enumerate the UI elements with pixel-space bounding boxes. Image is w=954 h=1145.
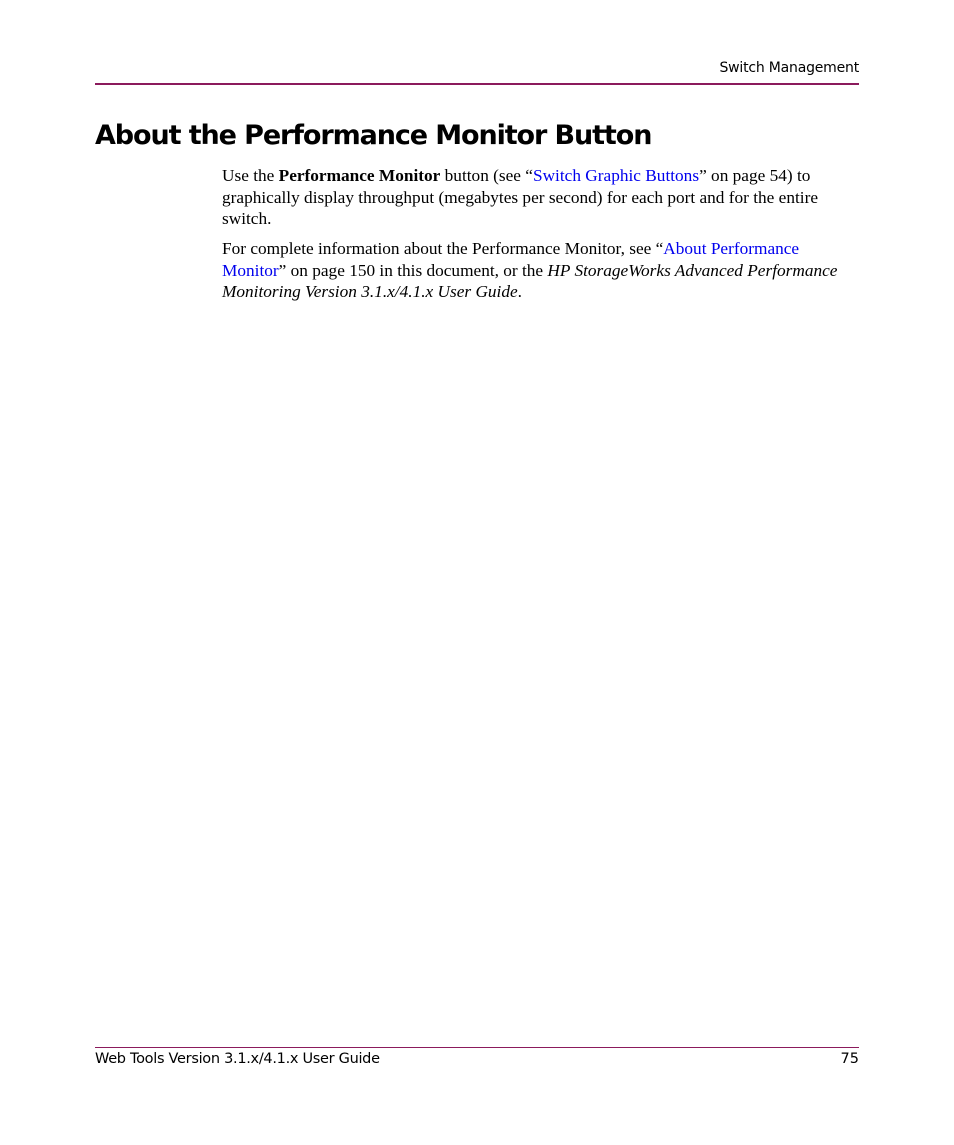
paragraph-1-intro: Use the bbox=[222, 166, 279, 185]
footer-doc-title: Web Tools Version 3.1.x/4.1.x User Guide bbox=[95, 1051, 380, 1067]
page-number: 75 bbox=[840, 1051, 859, 1067]
paragraph-1 bbox=[222, 165, 862, 230]
header-rule bbox=[95, 83, 859, 85]
paragraph-2-end: . bbox=[517, 282, 522, 301]
paragraph-1-middle: button (see “ bbox=[440, 166, 533, 185]
about-performance-monitor-link[interactable]: About Performance Monitor bbox=[222, 239, 800, 280]
paragraph-2-middle: ” on page 150 in this document, or the bbox=[278, 260, 548, 280]
running-header: Switch Management bbox=[719, 60, 859, 76]
body-text bbox=[222, 165, 862, 311]
section-heading: About the Performance Monitor Button bbox=[95, 120, 652, 151]
performance-monitor-term: Performance Monitor bbox=[278, 166, 441, 185]
user-guide-title: HP StorageWorks Advanced Performance Monitoring Version 3.1.x/4.1.x User Guide bbox=[222, 260, 838, 301]
switch-graphic-buttons-link[interactable]: Switch Graphic Buttons bbox=[532, 166, 700, 185]
paragraph-2 bbox=[222, 238, 862, 303]
paragraph-2-intro: For complete information about the Performance Monitor, see “ bbox=[222, 239, 664, 258]
paragraph-1-end: ” on page 54) to graphically display throughput (megabytes per second) for each port and for the entire switch. bbox=[222, 166, 818, 228]
footer-rule bbox=[95, 1047, 859, 1048]
